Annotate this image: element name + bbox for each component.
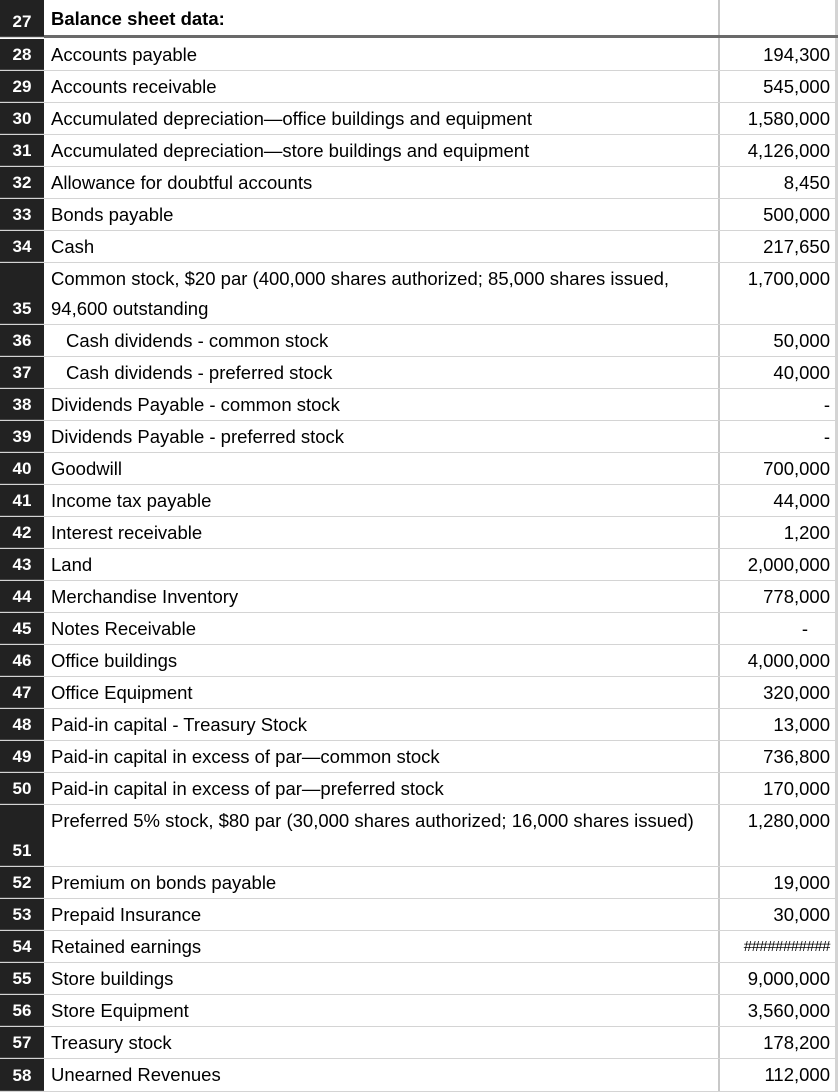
table-row[interactable] <box>0 357 838 389</box>
row-label[interactable]: Accounts payable <box>51 44 198 65</box>
row-label[interactable]: Treasury stock <box>51 1032 172 1053</box>
row-value[interactable]: 545,000 <box>763 76 830 97</box>
row-number[interactable]: 32 <box>0 167 44 198</box>
row-value[interactable]: 3,560,000 <box>747 1000 830 1021</box>
row-number[interactable]: 38 <box>0 389 44 420</box>
row-value-overflow[interactable]: ########### <box>743 938 830 955</box>
table-row[interactable] <box>0 517 838 549</box>
row-label[interactable]: Store buildings <box>51 968 174 989</box>
section-header-label[interactable]: Balance sheet data: <box>51 8 225 29</box>
table-row[interactable] <box>0 677 838 709</box>
row-number[interactable]: 53 <box>0 899 44 930</box>
table-row[interactable] <box>0 995 838 1027</box>
row-label[interactable]: Premium on bonds payable <box>51 872 277 893</box>
table-row[interactable] <box>0 421 838 453</box>
row-number[interactable]: 54 <box>0 931 44 962</box>
row-label[interactable]: Cash <box>51 236 95 257</box>
row-label[interactable]: Accumulated depreciation—store buildings and equipment <box>51 140 530 161</box>
table-row[interactable] <box>0 199 838 231</box>
row-number[interactable]: 56 <box>0 995 44 1026</box>
row-value[interactable]: 736,800 <box>763 746 830 767</box>
row-number[interactable]: 52 <box>0 867 44 898</box>
table-row[interactable] <box>0 741 838 773</box>
table-row[interactable] <box>0 1059 838 1092</box>
table-row[interactable] <box>0 963 838 995</box>
table-row[interactable] <box>0 613 838 645</box>
table-row[interactable] <box>0 867 838 899</box>
row-value[interactable]: 44,000 <box>773 490 830 511</box>
row-value[interactable]: 778,000 <box>763 586 830 607</box>
table-row[interactable] <box>0 39 838 71</box>
row-number[interactable]: 35 <box>0 263 44 324</box>
row-number[interactable]: 47 <box>0 677 44 708</box>
row-number[interactable]: 51 <box>0 805 44 866</box>
row-number[interactable]: 37 <box>0 357 44 388</box>
row-number[interactable]: 29 <box>0 71 44 102</box>
table-row[interactable] <box>0 581 838 613</box>
row-number[interactable]: 31 <box>0 135 44 166</box>
row-value[interactable]: 500,000 <box>763 204 830 225</box>
row-number[interactable]: 45 <box>0 613 44 644</box>
row-value[interactable]: 1,280,000 <box>747 810 830 831</box>
row-number[interactable]: 46 <box>0 645 44 676</box>
row-number[interactable]: 57 <box>0 1027 44 1058</box>
row-value[interactable]: 19,000 <box>773 872 830 893</box>
row-value[interactable]: 178,200 <box>763 1032 830 1053</box>
table-row[interactable] <box>0 325 838 357</box>
row-number[interactable]: 40 <box>0 453 44 484</box>
row-label[interactable]: Accounts receivable <box>51 76 217 97</box>
row-label[interactable]: Prepaid Insurance <box>51 904 202 925</box>
row-value[interactable]: 50,000 <box>773 330 830 351</box>
table-row[interactable] <box>0 389 838 421</box>
row-label[interactable]: Office buildings <box>51 650 178 671</box>
row-value[interactable]: 4,000,000 <box>747 650 830 671</box>
table-row[interactable] <box>0 805 838 867</box>
row-label[interactable]: Bonds payable <box>51 204 174 225</box>
table-row[interactable] <box>0 899 838 931</box>
row-value[interactable]: 9,000,000 <box>747 968 830 989</box>
row-label[interactable]: Retained earnings <box>51 936 202 957</box>
row-label[interactable]: Preferred 5% stock, $80 par (30,000 shares authorized; 16,000 shares issued) <box>51 810 694 831</box>
table-row[interactable] <box>0 71 838 103</box>
row-value[interactable]: - <box>823 426 830 447</box>
row-label[interactable]: Notes Receivable <box>51 618 196 639</box>
row-value[interactable]: 2,000,000 <box>747 554 830 575</box>
row-value[interactable]: 1,200 <box>783 522 830 543</box>
table-row[interactable] <box>0 549 838 581</box>
row-label[interactable]: Merchandise Inventory <box>51 586 239 607</box>
row-number[interactable]: 30 <box>0 103 44 134</box>
row-value[interactable]: 40,000 <box>773 362 830 383</box>
row-number[interactable]: 43 <box>0 549 44 580</box>
row-label[interactable]: Unearned Revenues <box>51 1064 221 1085</box>
table-row[interactable] <box>0 773 838 805</box>
table-row[interactable] <box>0 231 838 263</box>
row-number[interactable]: 50 <box>0 773 44 804</box>
row-number[interactable]: 42 <box>0 517 44 548</box>
row-value[interactable]: 1,700,000 <box>747 268 830 289</box>
table-row[interactable] <box>0 485 838 517</box>
row-number[interactable]: 28 <box>0 39 44 70</box>
row-number[interactable]: 34 <box>0 231 44 262</box>
table-row[interactable] <box>0 263 838 325</box>
row-number[interactable]: 49 <box>0 741 44 772</box>
table-row[interactable] <box>0 135 838 167</box>
table-row[interactable] <box>0 931 838 963</box>
table-row[interactable] <box>0 103 838 135</box>
row-number[interactable]: 48 <box>0 709 44 740</box>
row-value[interactable]: 170,000 <box>763 778 830 799</box>
row-value[interactable]: - <box>801 618 808 639</box>
table-row[interactable] <box>0 167 838 199</box>
row-label[interactable]: Paid-in capital - Treasury Stock <box>51 714 308 735</box>
header-row[interactable] <box>0 0 838 38</box>
row-value[interactable]: 1,580,000 <box>747 108 830 129</box>
row-value[interactable]: 194,300 <box>763 44 830 65</box>
table-row[interactable] <box>0 709 838 741</box>
row-label[interactable]: Accumulated depreciation—office buildings and equipment <box>51 108 532 129</box>
row-label[interactable]: Common stock, $20 par (400,000 shares authorized; 85,000 shares issued, 94,600 outstanding <box>51 268 670 319</box>
row-number[interactable]: 55 <box>0 963 44 994</box>
row-value[interactable]: 700,000 <box>763 458 830 479</box>
row-label[interactable]: Dividends Payable - preferred stock <box>51 426 345 447</box>
row-number[interactable]: 44 <box>0 581 44 612</box>
row-number[interactable]: 36 <box>0 325 44 356</box>
row-value[interactable]: 320,000 <box>763 682 830 703</box>
table-row[interactable] <box>0 645 838 677</box>
row-label[interactable]: Cash dividends - common stock <box>66 330 329 351</box>
row-value[interactable]: 217,650 <box>763 236 830 257</box>
row-value[interactable]: 4,126,000 <box>747 140 830 161</box>
row-value[interactable]: 8,450 <box>783 172 830 193</box>
row-label[interactable]: Income tax payable <box>51 490 212 511</box>
row-value[interactable]: 112,000 <box>764 1064 830 1085</box>
row-value[interactable]: 13,000 <box>773 714 830 735</box>
row-label[interactable]: Interest receivable <box>51 522 203 543</box>
row-label[interactable]: Dividends Payable - common stock <box>51 394 340 415</box>
row-label[interactable]: Allowance for doubtful accounts <box>51 172 313 193</box>
row-number[interactable]: 41 <box>0 485 44 516</box>
row-label[interactable]: Paid-in capital in excess of par—preferred stock <box>51 778 444 799</box>
row-label[interactable]: Land <box>51 554 93 575</box>
table-row[interactable] <box>0 1027 838 1059</box>
row-number[interactable]: 39 <box>0 421 44 452</box>
row-number[interactable]: 27 <box>0 0 44 37</box>
row-label[interactable]: Goodwill <box>51 458 122 479</box>
row-number[interactable]: 58 <box>0 1059 44 1091</box>
row-label[interactable]: Cash dividends - preferred stock <box>66 362 333 383</box>
row-value[interactable]: - <box>823 394 830 415</box>
header-underline <box>44 35 838 38</box>
row-label[interactable]: Office Equipment <box>51 682 193 703</box>
row-value[interactable]: 30,000 <box>773 904 830 925</box>
row-label[interactable]: Store Equipment <box>51 1000 189 1021</box>
table-row[interactable] <box>0 453 838 485</box>
row-label[interactable]: Paid-in capital in excess of par—common stock <box>51 746 440 767</box>
row-number[interactable]: 33 <box>0 199 44 230</box>
